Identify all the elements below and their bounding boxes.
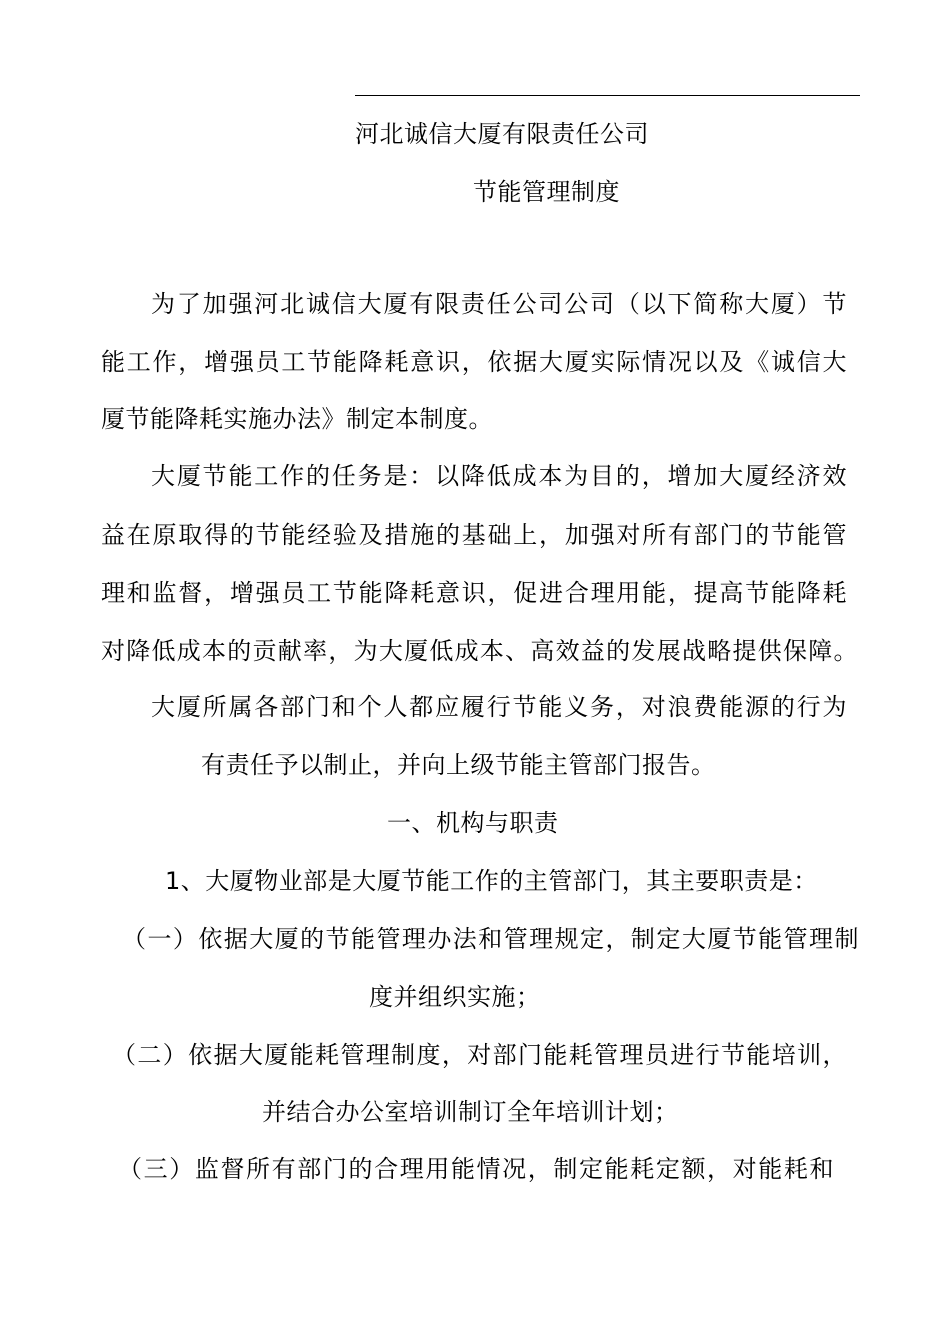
paragraph-line: 理和监督，增强员工节能降耗意识，促进合理用能，提高节能降耗 xyxy=(101,579,847,607)
paragraph-line: 大厦节能工作的任务是：以降低成本为目的，增加大厦经济效 xyxy=(151,462,847,490)
header-rule xyxy=(355,95,860,96)
paragraph-line: 能工作，增强员工节能降耗意识，依据大厦实际情况以及《诚信大 xyxy=(101,348,847,376)
company-title: 河北诚信大厦有限责任公司 xyxy=(355,120,649,148)
paragraph-line: 益在原取得的节能经验及措施的基础上，加强对所有部门的节能管 xyxy=(101,521,847,549)
section-heading: 一、机构与职责 xyxy=(387,809,559,837)
document-title: 节能管理制度 xyxy=(473,178,620,206)
duty-line: 并结合办公室培训制订全年培训计划； xyxy=(262,1098,679,1126)
duty-line: （一）依据大厦的节能管理办法和管理规定，制定大厦节能管理制 xyxy=(122,925,859,953)
paragraph-line: 为了加强河北诚信大厦有限责任公司公司（以下简称大厦）节 xyxy=(151,290,847,318)
duty-line: 度并组织实施； xyxy=(369,983,541,1011)
paragraph-line: 对降低成本的贡献率，为大厦低成本、高效益的发展战略提供保障。 xyxy=(101,637,858,665)
duty-line: （二）依据大厦能耗管理制度，对部门能耗管理员进行节能培训， xyxy=(112,1041,847,1069)
paragraph-line: 厦节能降耗实施办法》制定本制度。 xyxy=(101,405,493,433)
item-1: 1、大厦物业部是大厦节能工作的主管部门，其主要职责是： xyxy=(165,867,818,895)
duty-line: （三）监督所有部门的合理用能情况，制定能耗定额，对能耗和 xyxy=(118,1155,834,1183)
paragraph-line: 大厦所属各部门和个人都应履行节能义务，对浪费能源的行为 xyxy=(151,693,847,721)
paragraph-line: 有责任予以制止，并向上级节能主管部门报告。 xyxy=(201,751,716,779)
